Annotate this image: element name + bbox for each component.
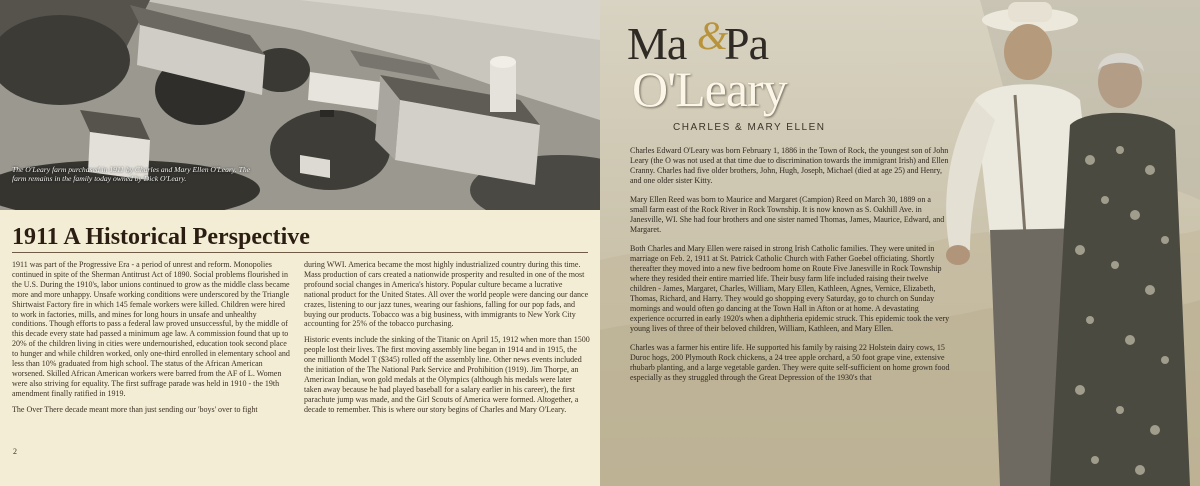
heading-divider [12,252,588,253]
paragraph: Historic events include the sinking of the Titanic on April 15, 1912 when more than 1500 people lost their lives. The first moving assembly line began in 1914 and in 1915, the one millionth Model T ($345) rolled off the assembly line. Other news events included the initiation of the The National Park Service and Prohibition (1919). Jim Thorpe, an American Indian, won gold medals at the Olympics (although his medals were later taken away because he had played baseball for a salary earlier in his career), the first parachute jump was made, and the Girl Scouts of America were formed. Altogether, a decade to remember. This is where our story begins of Charles and Mary O'Leary. [304,335,590,414]
paragraph: Charles was a farmer his entire life. He supported his family by raising 22 Holstein dairy cows, 15 Duroc hogs, 200 Plymouth Rock chickens, a 24 tree apple orchard, a 50 foot grape vine, extensive rhubarb planting, and a large vegetable garden. They were quite self-sufficient on home grown food especially as they struggled through the Great Depression of the 1930's that [630,343,950,382]
paragraph: Mary Ellen Reed was born to Maurice and Margaret (Campion) Reed on March 30, 1889 on a small farm east of the Rock River in Rock Township. It is now known as S. Oakhill Ave. in Janesville, WI. She had four brothers and one sister named Thomas, James, Maurice, Edward, and Margaret. [630,195,945,234]
photo-caption: The O'Leary farm purchased in 1911 by Charles and Mary Ellen O'Leary. The farm remains in the family today owned by Dick O'Leary. [12,165,251,183]
title-ampersand: & [697,13,729,58]
paragraph: Charles Edward O'Leary was born February 1, 1886 in the Town of Rock, the youngest son of John Leary (the O was not used at that time due to discrimination towards the immigrant Irish) and Ellen Cranny. Charles had five older brothers, John, Hugh, Joseph, Michael (died at age 25) and Henry, and one older sister Kitty. [630,146,949,185]
title-surname: O'Leary [632,61,787,117]
page-number: 2 [13,447,17,456]
farm-aerial-photo [0,0,600,210]
paragraph: The Over There decade meant more than just sending our 'boys' over to fight [12,404,258,414]
title-ma: Ma [627,18,687,69]
biography-text [630,146,950,392]
paragraph: during WWI. America became the most highly industrialized country during this time. Mass production of cars created a nationwide prosperity and resulted in one of the most profound social changes in America's history. Popular culture became a lucrative national product for the United States. All over the world people were dancing our dance crazes, listening to our jazz tunes, wearing our fashions, falling for our pop fads, and buying our products. Tobacco was a big business, with immigrants to New York City accounting for 25% of the tobacco purchasing. [304,260,589,329]
right-page [600,0,1200,486]
couple-photo [920,0,1200,486]
paragraph: 1911 was part of the Progressive Era - a period of unrest and reform. Monopolies continued in spite of the Sherman Antitrust Act of 1890. Social problems flourished in the U.S. During the 1910's, labor unions continued to grow as the middle class became more and more unhappy. Unsafe working conditions were underscored by the Triangle Shirtwaist Factory fire in which 145 female workers were killed. Children were hired to work in factories, mills, and mines for long hours in unsafe and unhealthy conditions. Though efforts to pass a federal law proved unsuccessful, by the middle of this decade every state had passed a minimum age law. A commission found that up to 20% of the children living in cities were undernourished, education took second place to hunger and while children worked, only one-third enrolled in elementary school and less than 10% graduated from high school. The status of the African American worsened. Skilled African American workers were barred from the AF of L. Women were also striving for equality. The first suffrage parade was held in 1910 - the 19th amendment finally ratified in 1919. [12,260,290,398]
subtitle: CHARLES & MARY ELLEN [673,122,826,133]
paragraph: Both Charles and Mary Ellen were raised in strong Irish Catholic families. They were united in marriage on Feb. 2, 1911 at St. Patrick Catholic Church with Father Goebel officiating. Shortly thereafter they moved into a new five bedroom home on Route Five Janesville in Rock Township where they resided their entire married life. Their busy farm life included raising their twelve children - James, Margaret, Charles, William, Mary Ellen, Kathleen, Agnes, Vernice, Elizabeth, Thomas, Richard, and Harry. They would go shopping every Saturday, go to church on Sunday mornings and would often go dancing at the Town Hall in Afton or at home. A devastating experience occurred in early 1920's when a diphtheria epidemic struck. This epidemic took the very young lives of three of their beloved children, William, Kathleen, and Mary Ellen. [630,244,950,333]
text-column-right [304,260,590,421]
section-heading: 1911 A Historical Perspective [12,224,310,250]
title-pa: Pa [724,18,768,69]
text-column-left [12,260,292,421]
